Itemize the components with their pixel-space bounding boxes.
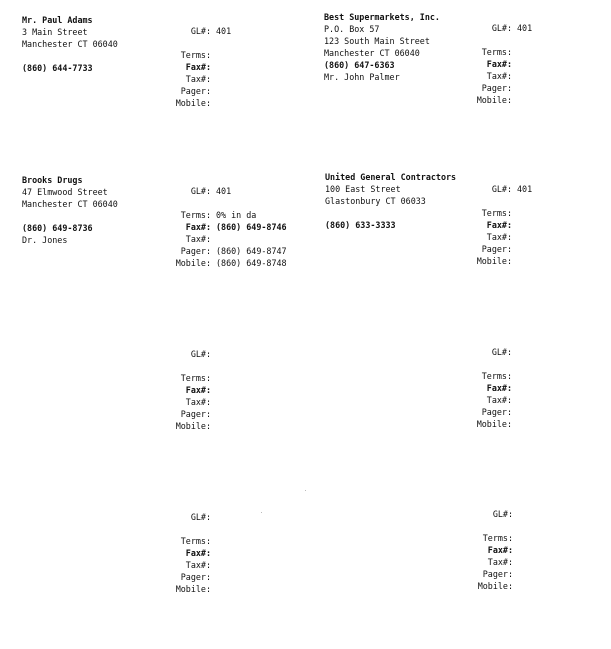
pager-label: Pager: <box>180 86 211 96</box>
tax-field <box>487 556 611 568</box>
gl-label: GL#: <box>190 26 211 36</box>
mobile-label: Mobile: <box>175 98 211 108</box>
address-line: Glastonbury CT 06033 <box>325 196 426 206</box>
terms-label: Terms: <box>180 373 211 383</box>
fax-label: Fax#: <box>185 222 211 232</box>
address-line: Manchester CT 06040 <box>22 199 118 209</box>
tax-label: Tax#: <box>486 71 512 81</box>
terms-label: Terms: <box>481 371 512 381</box>
address-block <box>324 11 484 83</box>
pager-label: Pager: <box>180 246 211 256</box>
mobile-field <box>476 255 611 267</box>
fax-label: Fax#: <box>487 545 513 555</box>
tax-label: Tax#: <box>185 560 211 570</box>
gl-value: 401 <box>517 184 533 194</box>
gl-value: 401 <box>517 23 533 33</box>
address-block <box>22 14 182 74</box>
tax-label: Tax#: <box>486 395 512 405</box>
terms-field <box>481 207 611 219</box>
address-line: 47 Elmwood Street <box>22 187 108 197</box>
pager-field <box>481 406 611 418</box>
mobile-label: Mobile: <box>175 258 211 268</box>
tax-field <box>486 70 611 82</box>
fax-label: Fax#: <box>486 220 512 230</box>
mobile-label: Mobile: <box>476 256 512 266</box>
contact-card-4 <box>325 171 611 321</box>
gl-label: GL#: <box>492 509 513 519</box>
gl-value: 401 <box>216 26 232 36</box>
gl-label: GL#: <box>491 23 512 33</box>
tax-label: Tax#: <box>487 557 513 567</box>
pager-field <box>482 568 611 580</box>
contact-card-8 <box>325 496 611 646</box>
tax-field <box>486 394 611 406</box>
pager-label: Pager: <box>481 407 512 417</box>
terms-value: 0% in da <box>216 210 257 220</box>
mobile-label: Mobile: <box>476 419 512 429</box>
scan-speck <box>305 490 306 491</box>
mobile-label: Mobile: <box>476 95 512 105</box>
account-fields <box>477 508 611 592</box>
contact-card-7 <box>22 499 312 649</box>
contact-name: United General Contractors <box>325 172 457 182</box>
address-line: 3 Main Street <box>22 27 88 37</box>
scan-speck <box>261 512 262 513</box>
fax-field <box>486 382 611 394</box>
fax-label: Fax#: <box>486 383 512 393</box>
address-line: Manchester CT 06040 <box>22 39 118 49</box>
tax-label: Tax#: <box>185 397 211 407</box>
mobile-label: Mobile: <box>175 584 211 594</box>
fax-value: (860) 649-8746 <box>216 222 287 232</box>
account-fields <box>476 22 611 106</box>
pager-label: Pager: <box>180 409 211 419</box>
gl-label: GL#: <box>190 349 211 359</box>
phone-number: (860) 649-8736 <box>22 223 93 233</box>
terms-label: Terms: <box>481 47 512 57</box>
mobile-field <box>476 94 611 106</box>
address-line: 100 East Street <box>325 184 401 194</box>
contact-card-1 <box>22 14 312 164</box>
pager-label: Pager: <box>482 569 513 579</box>
terms-field <box>481 46 611 58</box>
contact-card-3 <box>22 174 312 324</box>
pager-field <box>481 82 611 94</box>
phone-number: (860) 633-3333 <box>325 220 396 230</box>
contact-person: Mr. John Palmer <box>324 72 400 82</box>
terms-label: Terms: <box>482 533 513 543</box>
fax-label: Fax#: <box>185 548 211 558</box>
mobile-field <box>477 580 611 592</box>
fax-field <box>487 544 611 556</box>
tax-label: Tax#: <box>486 232 512 242</box>
address-line: P.O. Box 57 <box>324 24 380 34</box>
pager-label: Pager: <box>180 572 211 582</box>
gl-field <box>491 346 611 358</box>
contact-name: Mr. Paul Adams <box>22 15 93 25</box>
terms-label: Terms: <box>180 210 211 220</box>
terms-label: Terms: <box>481 208 512 218</box>
gl-value: 401 <box>216 186 232 196</box>
address-block <box>325 171 485 231</box>
terms-field <box>481 370 611 382</box>
gl-label: GL#: <box>190 186 211 196</box>
fax-label: Fax#: <box>185 385 211 395</box>
pager-field <box>481 243 611 255</box>
fax-field <box>486 58 611 70</box>
pager-label: Pager: <box>481 244 512 254</box>
gl-label: GL#: <box>190 512 211 522</box>
pager-value: (860) 649-8747 <box>216 246 287 256</box>
fax-field <box>486 219 611 231</box>
gl-field <box>491 183 611 195</box>
mobile-value: (860) 649-8748 <box>216 258 287 268</box>
gl-label: GL#: <box>491 184 512 194</box>
mobile-label: Mobile: <box>477 581 513 591</box>
gl-label: GL#: <box>491 347 512 357</box>
pager-label: Pager: <box>481 83 512 93</box>
fax-label: Fax#: <box>185 62 211 72</box>
terms-label: Terms: <box>180 50 211 60</box>
contact-person: Dr. Jones <box>22 235 68 245</box>
mobile-label: Mobile: <box>175 421 211 431</box>
terms-field <box>482 532 611 544</box>
address-line: 123 South Main Street <box>324 36 430 46</box>
tax-label: Tax#: <box>185 74 211 84</box>
terms-label: Terms: <box>180 536 211 546</box>
gl-field <box>492 508 611 520</box>
address-line: Manchester CT 06040 <box>324 48 420 58</box>
contact-card-2 <box>324 11 611 161</box>
tax-field <box>486 231 611 243</box>
contact-name: Best Supermarkets, Inc. <box>324 12 440 22</box>
contact-card-5 <box>22 336 312 486</box>
phone-number: (860) 647-6363 <box>324 60 395 70</box>
contact-card-6 <box>325 334 611 484</box>
contact-name: Brooks Drugs <box>22 175 83 185</box>
gl-field <box>491 22 611 34</box>
account-fields <box>476 183 611 267</box>
phone-number: (860) 644-7733 <box>22 63 93 73</box>
address-block <box>22 174 182 246</box>
tax-label: Tax#: <box>185 234 211 244</box>
mobile-field <box>476 418 611 430</box>
account-fields <box>476 346 611 430</box>
fax-label: Fax#: <box>486 59 512 69</box>
